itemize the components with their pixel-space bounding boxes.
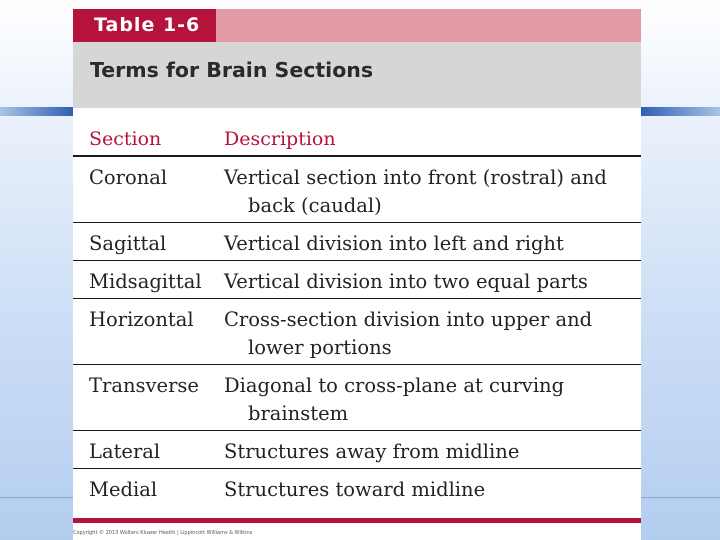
row-description [224,306,592,362]
row-divider [73,222,641,223]
row-description: Structures toward midline [224,478,486,501]
row-description: Vertical division into two equal parts [224,270,588,293]
row-description-continuation: brainstem [248,402,349,425]
row-term: Coronal [89,166,168,189]
decorative-band-right [641,107,720,116]
row-description-line: Cross-section division into upper and [224,308,593,331]
column-header-description: Description [224,128,336,150]
column-header-section: Section [89,128,162,150]
row-divider [73,260,641,261]
row-description-continuation: lower portions [248,336,392,359]
row-divider [73,468,641,469]
row-divider [73,430,641,431]
row-term: Medial [89,478,158,501]
row-description [224,372,564,428]
table-title-area [73,9,641,108]
row-term: Transverse [89,374,199,397]
footer-accent-bar [73,518,641,523]
row-description-line: Diagonal to cross-plane at curving [224,374,565,397]
table-title: Terms for Brain Sections [90,58,374,82]
row-term: Lateral [89,440,161,463]
table-slide [73,9,641,540]
row-term: Sagittal [89,232,167,255]
row-description-continuation: back (caudal) [248,194,382,217]
row-description: Vertical division into left and right [224,232,564,255]
row-description: Structures away from midline [224,440,520,463]
row-description [224,164,607,220]
decorative-band-left [0,107,73,116]
copyright-notice: Copyright © 2013 Wolters Kluwer Health | Lippincott Williams & Wilkins [73,530,253,536]
row-divider [73,364,641,365]
header-rule [73,155,641,157]
row-description-line: Vertical section into front (rostral) and [224,166,607,189]
table-number-tag: Table 1-6 [73,9,216,42]
row-term: Horizontal [89,308,194,331]
row-term: Midsagittal [89,270,202,293]
row-divider [73,298,641,299]
table-tag-extension [216,9,641,42]
